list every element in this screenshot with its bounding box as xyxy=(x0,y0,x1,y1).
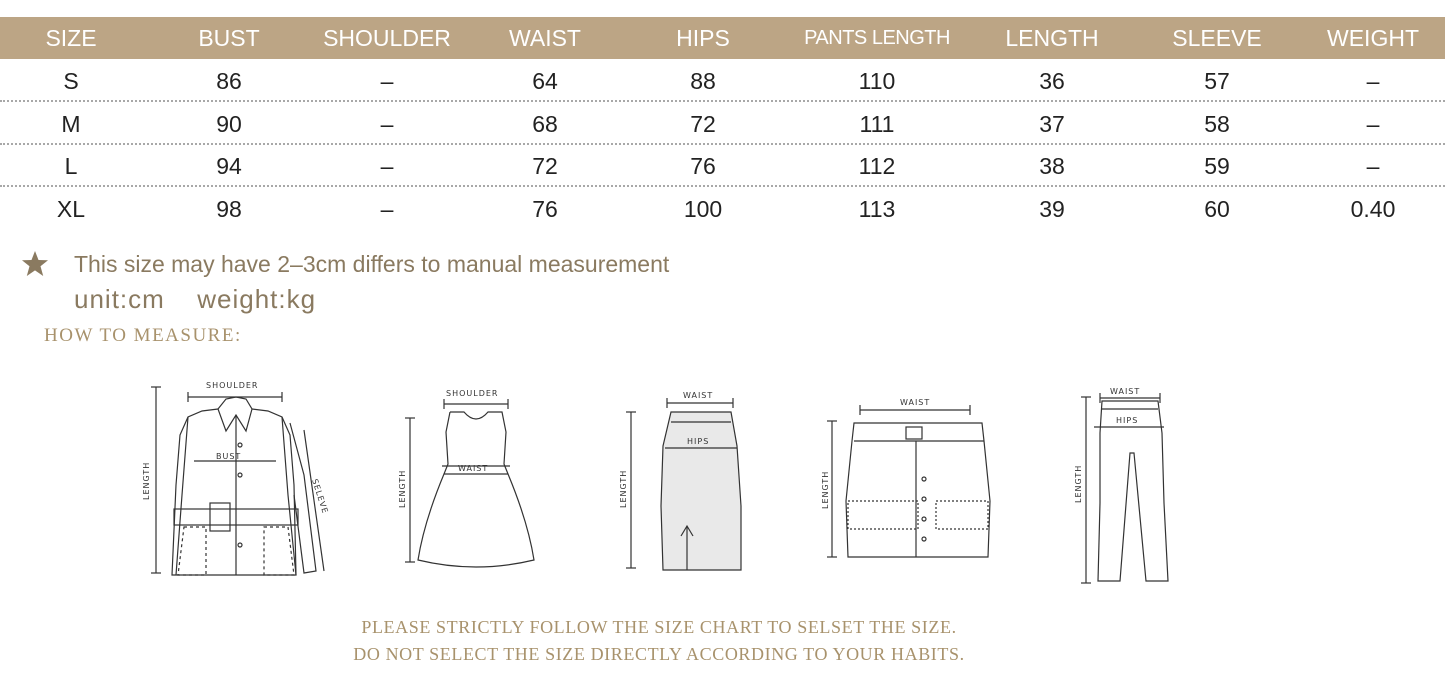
footer-line-1: PLEASE STRICTLY FOLLOW THE SIZE CHART TO SELSET THE SIZE. xyxy=(361,617,957,637)
label-hips: HIPS xyxy=(687,437,710,446)
header-weight: WEIGHT xyxy=(1327,25,1419,51)
cell-weight: – xyxy=(1366,111,1380,137)
pants-illustration xyxy=(1064,383,1184,588)
skirt-figure xyxy=(615,386,750,576)
label-bust: BUST xyxy=(216,452,242,461)
label-waist: WAIST xyxy=(683,391,714,400)
label-sleeve: SELEVE xyxy=(310,477,330,516)
note-text: This size may have 2–3cm differs to manual measurement xyxy=(74,250,670,277)
cell-sleeve: 57 xyxy=(1204,68,1230,94)
cell-weight: – xyxy=(1366,153,1380,179)
header-pants-length: PANTS LENGTH xyxy=(804,27,950,49)
cell-waist: 64 xyxy=(532,68,558,94)
cell-pants-length: 111 xyxy=(859,111,895,137)
table-row xyxy=(0,188,1445,230)
table-row xyxy=(0,60,1445,102)
table-row xyxy=(0,145,1445,187)
cell-size: L xyxy=(64,153,78,179)
cell-hips: 100 xyxy=(683,196,723,222)
cell-sleeve: 59 xyxy=(1204,153,1230,179)
cell-waist: 76 xyxy=(532,196,558,222)
cell-waist: 72 xyxy=(532,153,558,179)
cell-sleeve: 58 xyxy=(1204,111,1230,137)
cell-size: S xyxy=(63,68,79,94)
cell-hips: 72 xyxy=(690,111,716,137)
label-waist: WAIST xyxy=(1110,387,1141,396)
cell-bust: 86 xyxy=(216,68,242,94)
cell-hips: 88 xyxy=(690,68,716,94)
cell-sleeve: 60 xyxy=(1204,196,1230,222)
jacket-figure xyxy=(136,375,336,585)
label-hips: HIPS xyxy=(1116,416,1139,425)
cell-shoulder: – xyxy=(380,111,394,137)
cell-pants-length: 113 xyxy=(858,196,896,222)
cell-size: M xyxy=(61,111,81,137)
label-length: LENGTH xyxy=(1074,464,1083,503)
cell-length: 37 xyxy=(1039,111,1065,137)
cell-length: 39 xyxy=(1039,196,1065,222)
header-sleeve: SLEEVE xyxy=(1172,25,1262,51)
skirt-illustration xyxy=(615,386,750,576)
header-length: LENGTH xyxy=(1005,25,1099,51)
label-length: LENGTH xyxy=(619,469,628,508)
header-bust: BUST xyxy=(198,25,260,51)
cell-weight: – xyxy=(1366,68,1380,94)
cell-bust: 90 xyxy=(216,111,242,137)
header-waist: WAIST xyxy=(509,25,581,51)
cell-size: XL xyxy=(56,196,86,222)
cell-shoulder: – xyxy=(380,68,394,94)
star-icon xyxy=(20,249,50,279)
header-shoulder: SHOULDER xyxy=(323,25,451,51)
label-waist: WAIST xyxy=(900,398,931,407)
cell-hips: 76 xyxy=(690,153,716,179)
label-length: LENGTH xyxy=(398,469,407,508)
cell-weight: 0.40 xyxy=(1350,196,1396,222)
cell-length: 38 xyxy=(1039,153,1065,179)
cell-shoulder: – xyxy=(380,196,394,222)
label-shoulder: SHOULDER xyxy=(206,381,259,390)
cell-bust: 94 xyxy=(216,153,242,179)
header-hips: HIPS xyxy=(676,25,730,51)
cell-shoulder: – xyxy=(380,153,394,179)
cell-waist: 68 xyxy=(532,111,558,137)
pants-figure xyxy=(1064,383,1184,588)
label-length: LENGTH xyxy=(821,470,830,509)
label-waist: WAIST xyxy=(458,464,489,473)
dress-figure xyxy=(394,382,544,577)
dress-illustration xyxy=(394,382,544,577)
cell-pants-length: 112 xyxy=(858,153,896,179)
cell-bust: 98 xyxy=(216,196,242,222)
shorts-figure xyxy=(818,393,998,568)
label-shoulder: SHOULDER xyxy=(446,389,499,398)
jacket-illustration xyxy=(136,375,336,585)
table-header xyxy=(0,17,1445,59)
header-size: SIZE xyxy=(45,25,97,51)
units-text: unit:cm weight:kg xyxy=(74,284,317,314)
table-row xyxy=(0,103,1445,145)
shorts-illustration xyxy=(818,393,998,568)
footer-line-2: DO NOT SELECT THE SIZE DIRECTLY ACCORDING TO YOUR HABITS. xyxy=(353,644,965,664)
how-to-measure-title: HOW TO MEASURE: xyxy=(44,325,242,346)
measurement-note xyxy=(20,244,669,284)
cell-length: 36 xyxy=(1039,68,1065,94)
label-length: LENGTH xyxy=(142,461,151,500)
cell-pants-length: 110 xyxy=(858,68,896,94)
